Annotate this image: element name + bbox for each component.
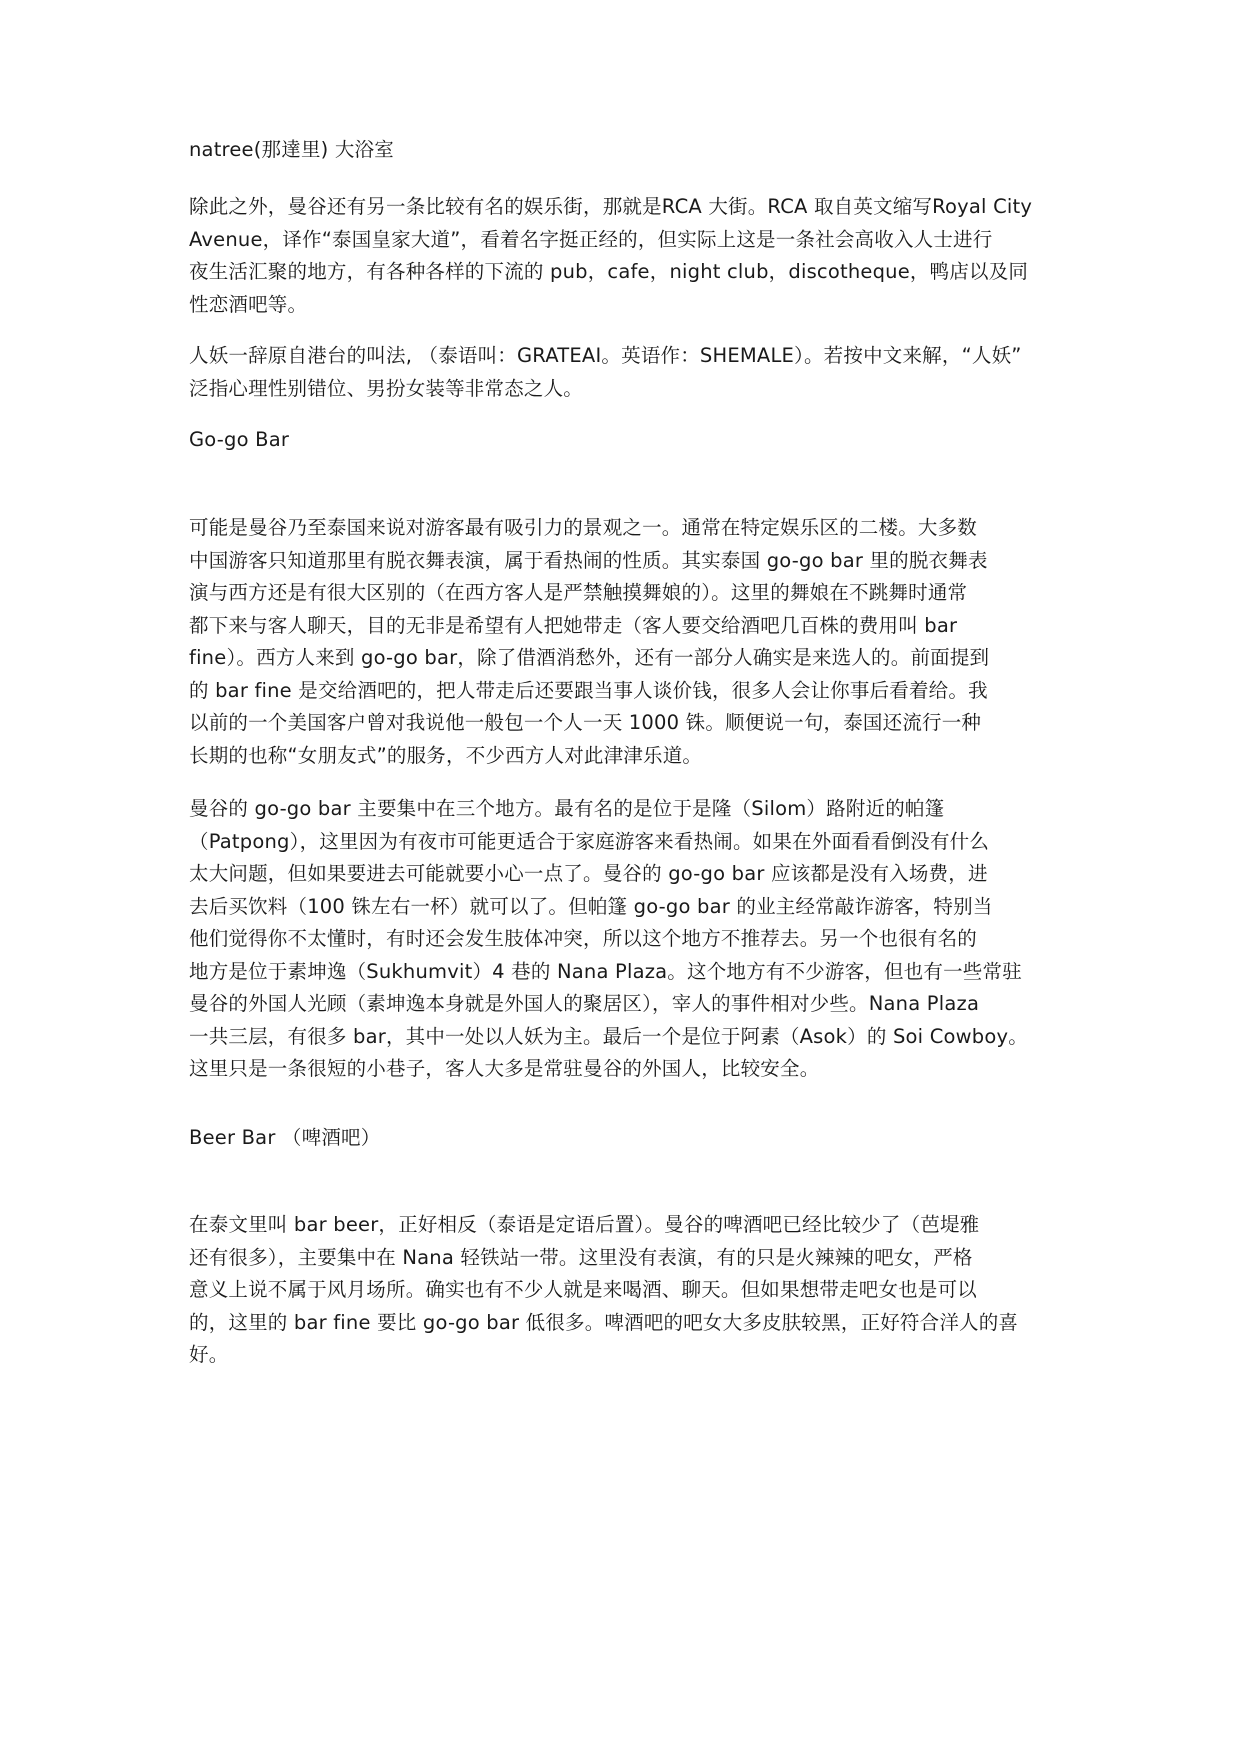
text-line: 中国游客只知道那里有脱衣舞表演，属于看热闹的性质。其实泰国 go-go bar 里的脱衣舞表 [189,548,988,572]
text-line: 在泰文里叫 bar beer，正好相反（泰语是定语后置）。曼谷的啤酒吧已经比较少了（芭堤雅 [189,1213,980,1236]
heading-gogo-bar: Go-go Bar [189,428,290,451]
text-line: 人妖一辞原自港台的叫法, （泰语叫：GRATEAI。英语作：SHEMALE）。若按中文来解，“人妖” [189,344,1022,367]
text-line: 除此之外，曼谷还有另一条比较有名的娱乐街，那就是RCA 大街。RCA 取自英文缩写Royal City [189,195,1033,218]
text-line: 好。 [189,1343,229,1366]
heading-beer-bar: Beer Bar （啤酒吧） [189,1126,381,1149]
text-line: 的 bar fine 是交给酒吧的，把人带走后还要跟当事人谈价钱，很多人会让你事后看着给。我 [189,678,988,702]
text-line: 演与西方还是有很大区别的（在西方客人是严禁触摸舞娘的）。这里的舞娘在不跳舞时通常 [189,581,968,604]
text-line: fine）。西方人来到 go-go bar，除了借酒消愁外，还有一部分人确实是来选人的。前面提到 [189,646,990,669]
text-line: 去后买饮料（100 铢左右一杯）就可以了。但帕篷 go-go bar 的业主经常敲诈游客，特别当 [189,894,993,918]
text-line: 长期的也称“女朋友式”的服务，不少西方人对此津津乐道。 [189,743,703,767]
text-line: 还有很多），主要集中在 Nana 轻铁站一带。这里没有表演，有的只是火辣辣的吧女，严格 [189,1245,973,1269]
text-line: 可能是曼谷乃至泰国来说对游客最有吸引力的景观之一。通常在特定娱乐区的二楼。大多数 [189,516,978,539]
text-line: 他们觉得你不太懂时，有时还会发生肢体冲突，所以这个地方不推荐去。另一个也很有名的 [189,927,978,950]
text-line: 夜生活汇聚的地方，有各种各样的下流的 pub，cafe，night club，discotheque，鸭店以及同 [189,260,1029,283]
paragraph-gogo-locations [189,793,1065,1086]
text-line: 曼谷的外国人光顾（素坤逸本身就是外国人的聚居区），宰人的事件相对少些。Nana Plaza [189,992,980,1015]
text-line: （Patpong），这里因为有夜市可能更适合于家庭游客来看热闹。如果在外面看看倒没有什么 [189,829,990,853]
text-line: 的，这里的 bar fine 要比 go-go bar 低很多。啤酒吧的吧女大多皮肤较黑，正好符合洋人的喜 [189,1310,1019,1334]
paragraph-beer-bar [189,1209,1065,1372]
paragraph-rca [189,191,1065,321]
text-line: Avenue，译作“泰国皇家大道”，看着名字挺正经的，但实际上这是一条社会高收入人士进行 [189,227,993,251]
text-line: 意义上说不属于风月场所。确实也有不少人就是来喝酒、聊天。但如果想带走吧女也是可以 [189,1278,978,1301]
text-line: 以前的一个美国客户曾对我说他一般包一个人一天 1000 铢。顺便说一句，泰国还流行一种 [189,711,982,734]
text-line: 一共三层，有很多 bar，其中一处以人妖为主。最后一个是位于阿素（Asok）的 Soi Cowboy。 [189,1024,1028,1048]
heading-natree: natree(那達里) 大浴室 [189,138,394,161]
text-line: 性恋酒吧等。 [189,292,308,316]
text-line: 地方是位于素坤逸（Sukhumvit）4 巷的 Nana Plaza。这个地方有不少游客，但也有一些常驻 [189,959,1022,983]
text-line: 太大问题，但如果要进去可能就要小心一点了。曼谷的 go-go bar 应该都是没有入场费，进 [189,862,988,885]
paragraph-gogo-intro [189,512,1065,772]
text-line: 都下来与客人聊天，目的无非是希望有人把她带走（客人要交给酒吧几百株的费用叫 bar [189,613,958,637]
text-line: 泛指心理性别错位、男扮女装等非常态之人。 [189,376,584,400]
paragraph-renyao [189,340,1065,405]
text-line: 曼谷的 go-go bar 主要集中在三个地方。最有名的是位于是隆（Silom）路附近的帕篷 [189,797,945,820]
text-line: 这里只是一条很短的小巷子，客人大多是常驻曼谷的外国人，比较安全。 [189,1057,820,1080]
